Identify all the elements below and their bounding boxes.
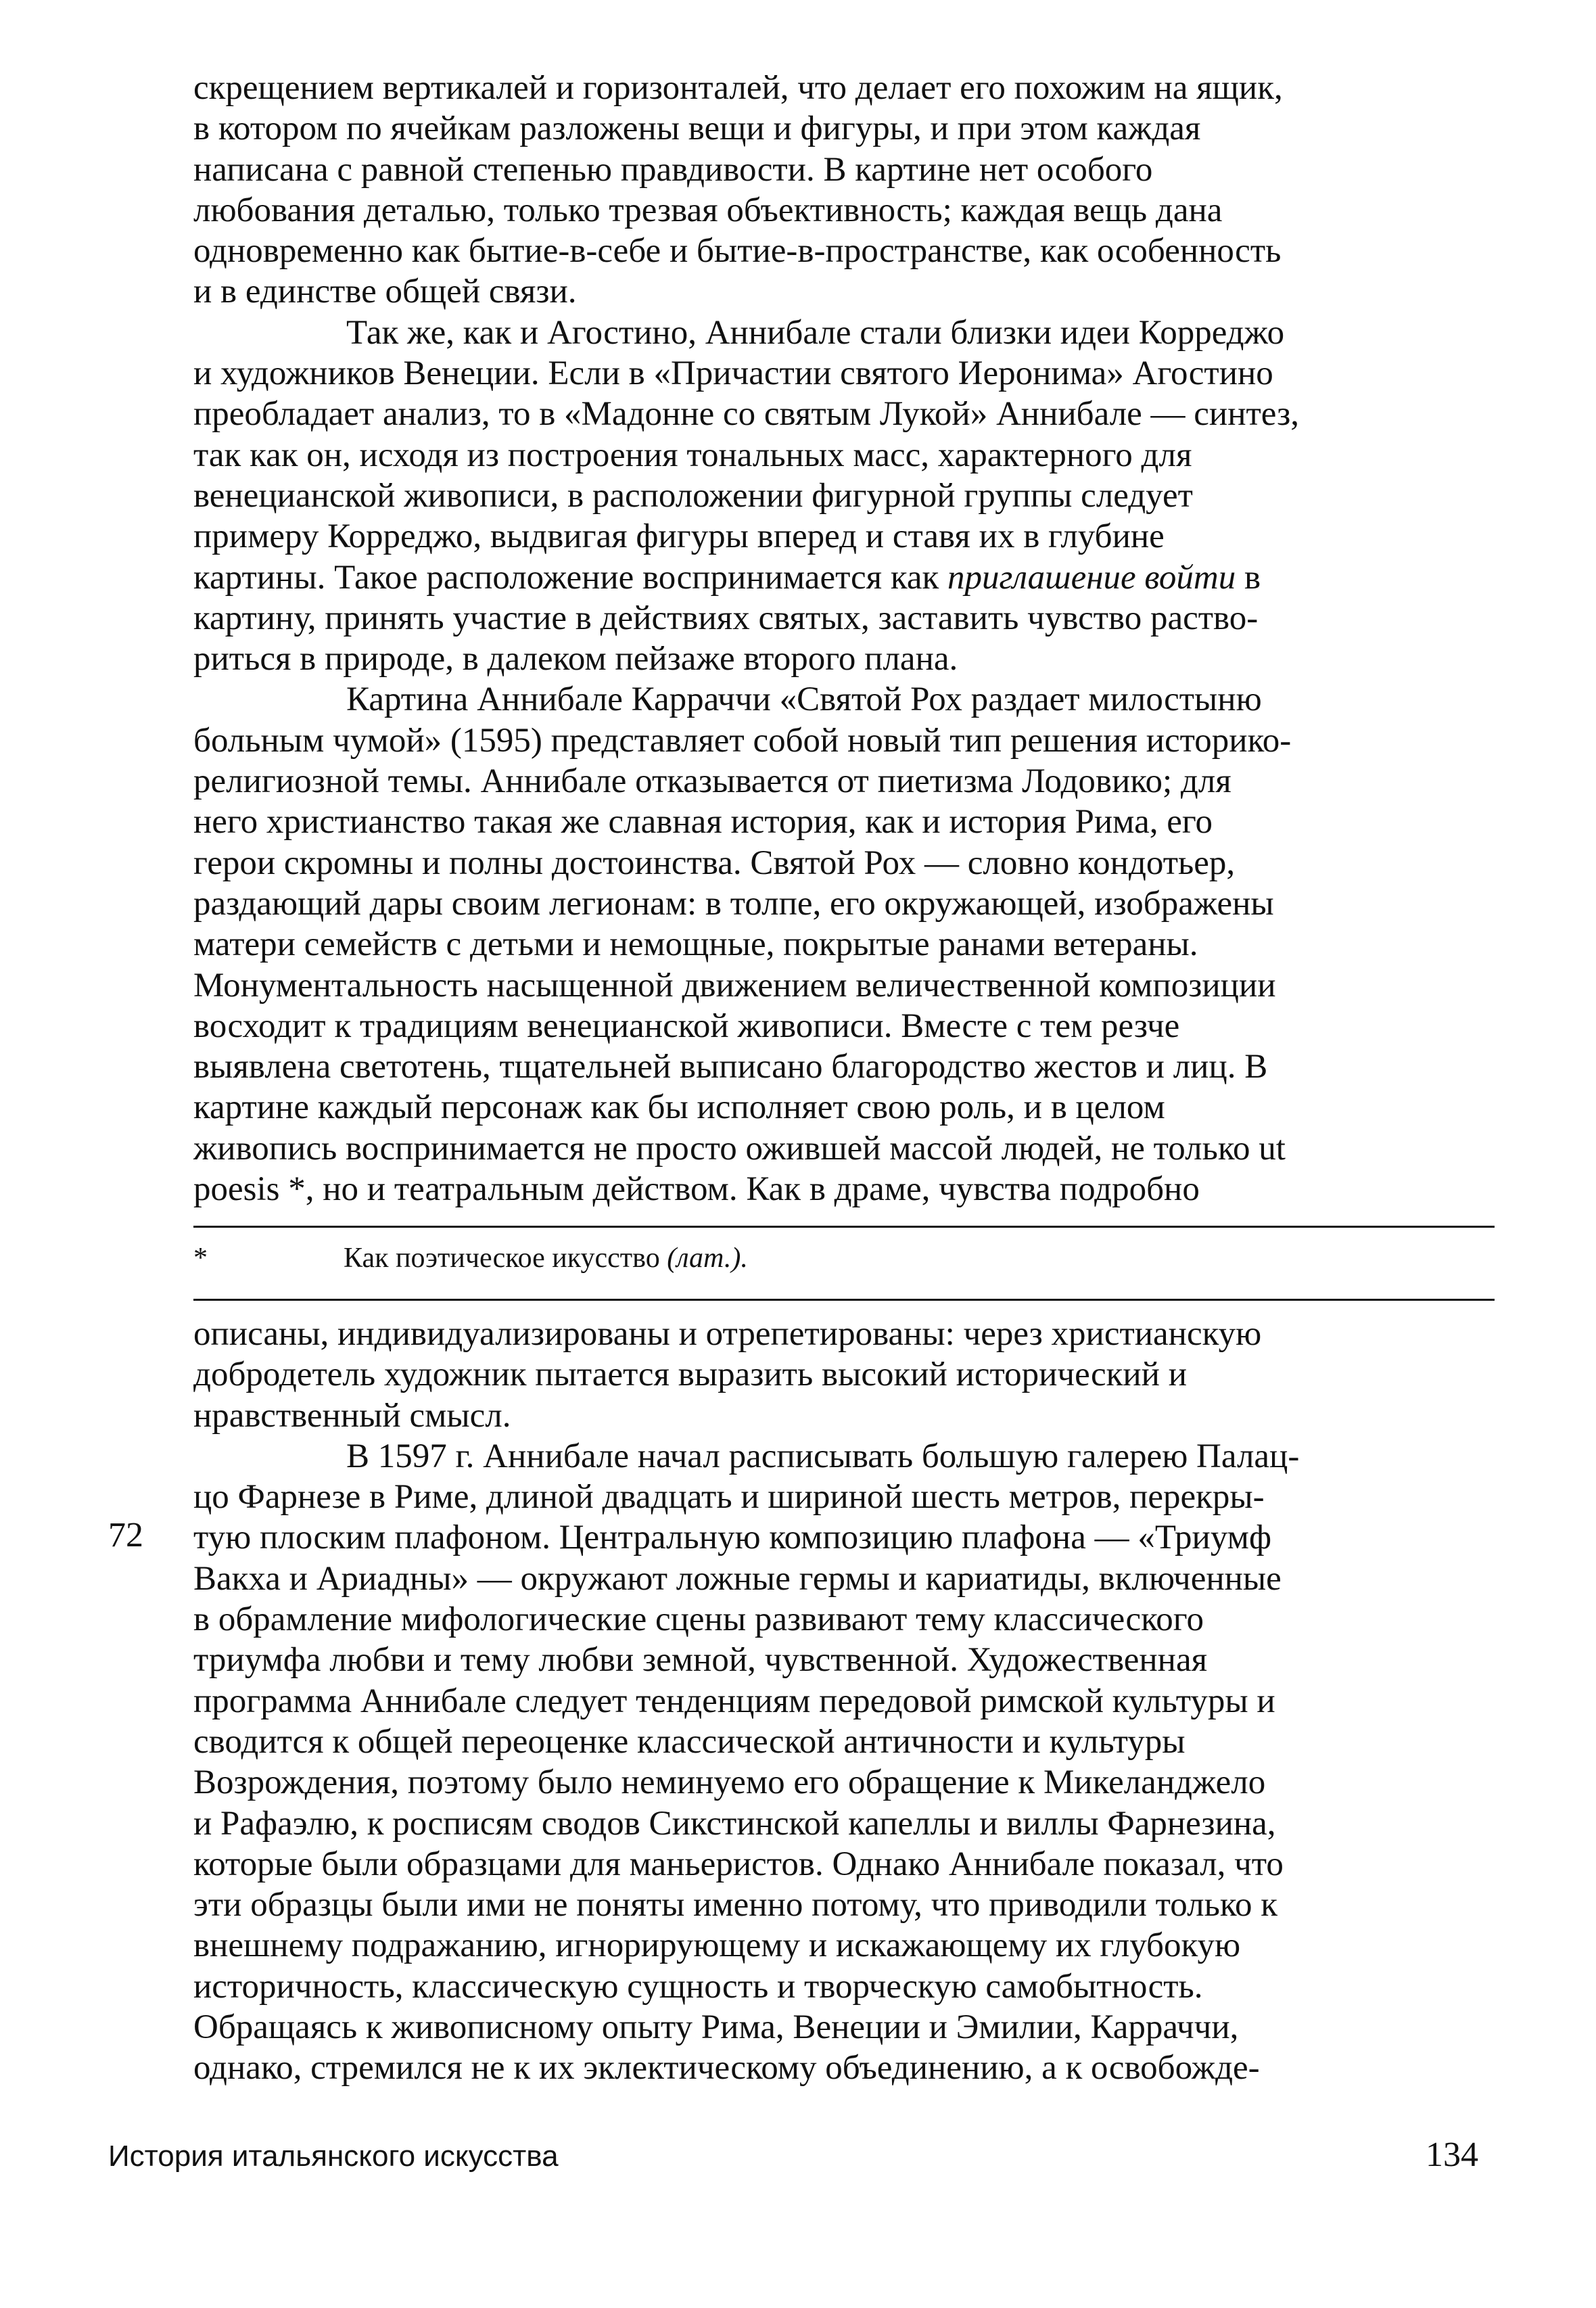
text-line: и художников Венеции. Если в «Причастии святого Иеронима» Агостино — [193, 354, 1273, 393]
footnote-body: Как поэтическое икусство — [344, 1243, 660, 1274]
text-line: примеру Корреджо, выдвигая фигуры вперед и ставя их в глубине — [193, 517, 1165, 556]
footnote-separator-bottom — [193, 1299, 1495, 1301]
text-line: цо Фарнезе в Риме, длиной двадцать и шириной шесть метров, перекры- — [193, 1478, 1265, 1517]
text-line: больным чумой» (1595) представляет собой новый тип решения историко- — [193, 721, 1292, 760]
text-line: и в единстве общей связи. — [193, 273, 577, 311]
text-line: программа Аннибале следует тенденциям передовой римской культуры и — [193, 1682, 1275, 1720]
italic-phrase: приглашение войти — [947, 558, 1236, 597]
text-line: однако, стремился не к их эклектическому объединению, а к освобожде- — [193, 2049, 1260, 2087]
text-line: него христианство такая же славная история, как и история Рима, его — [193, 803, 1213, 841]
text-line: описаны, индивидуализированы и отрепетированы: через христианскую — [193, 1315, 1262, 1353]
text-line: венецианской живописи, в расположении фигурной группы следует — [193, 476, 1193, 515]
text-line: Монументальность насыщенной движением величественной композиции — [193, 966, 1276, 1005]
text-line: матери семейств с детьми и немощные, покрытые ранами ветераны. — [193, 925, 1198, 964]
text-line: и Рафаэлю, к росписям сводов Сикстинской капеллы и виллы Фарнезина, — [193, 1804, 1276, 1843]
text-line: религиозной темы. Аннибале отказывается от пиетизма Лодовико; для — [193, 762, 1231, 801]
footnote-separator-top — [193, 1226, 1495, 1228]
text-line: в котором по ячейкам разложены вещи и фигуры, и при этом каждая — [193, 110, 1201, 148]
text-line: Вакха и Ариадны» — окружают ложные гермы и кариатиды, включенные — [193, 1559, 1282, 1598]
text-line: В 1597 г. Аннибале начал расписывать большую галерею Палац- — [346, 1437, 1300, 1475]
text-line: эти образцы были ими не поняты именно потому, что приводили только к — [193, 1886, 1278, 1924]
main-text-block-1 — [193, 68, 1495, 1209]
text-line: которые были образцами для маньеристов. Однако Аннибале показал, что — [193, 1845, 1284, 1883]
text-line: внешнему подражанию, игнорирующему и искажающему их глубокую — [193, 1926, 1241, 1965]
footnote-lang: (лат.). — [667, 1243, 748, 1274]
text-line: Возрождения, поэтому было неминуемо его обращение к Микеланджело — [193, 1763, 1266, 1802]
text-line: историчность, классическую сущность и творческую самобытность. — [193, 1967, 1203, 2006]
page-number: 134 — [1426, 2136, 1478, 2174]
text-line: добродетель художник пытается выразить высокий исторический и — [193, 1356, 1188, 1394]
text-line: одновременно как бытие-в-себе и бытие-в-пространстве, как особенность — [193, 232, 1282, 271]
footnote-mark: * — [193, 1243, 208, 1274]
text-line: герои скромны и полны достоинства. Святой Рох — словно кондотьер, — [193, 844, 1236, 882]
text-line: Так же, как и Агостино, Аннибале стали близки идеи Корреджо — [346, 313, 1285, 352]
text-line: триумфа любви и тему любви земной, чувственной. Художественная — [193, 1641, 1208, 1680]
footnote-text — [344, 1239, 748, 1277]
text-line: написана с равной степенью правдивости. В картине нет особого — [193, 150, 1153, 189]
text-line: сводится к общей переоценке классической античности и культуры — [193, 1722, 1186, 1761]
text-line: poesis *, но и театральным действом. Как в драме, чувства подробно — [193, 1170, 1200, 1209]
text-line: Обращаясь к живописному опыту Рима, Венеции и Эмилии, Карраччи, — [193, 2008, 1239, 2047]
margin-page-number: 72 — [108, 1516, 143, 1554]
text-line: живопись воспринимается не просто ожившей массой людей, не только ut — [193, 1129, 1286, 1168]
text-line: картину, принять участие в действиях святых, заставить чувство раство- — [193, 599, 1259, 637]
text-line: так как он, исходя из построения тональных масс, характерного для — [193, 436, 1192, 474]
text-line: тую плоским плафоном. Центральную композицию плафона — «Триумф — [193, 1519, 1271, 1557]
text-segment: картины. Такое расположение воспринимается как — [193, 558, 939, 597]
running-title: История итальянского искусства — [108, 2140, 559, 2173]
text-line: нравственный смысл. — [193, 1396, 511, 1435]
text-segment: в — [1244, 558, 1261, 597]
text-line: Картина Аннибале Карраччи «Святой Рох раздает милостыню — [346, 680, 1262, 719]
main-text-block-2 — [193, 1314, 1495, 2089]
text-line: скрещением вертикалей и горизонталей, что делает его похожим на ящик, — [193, 69, 1283, 107]
text-line: выявлена светотень, тщательней выписано благородство жестов и лиц. В — [193, 1048, 1268, 1086]
text-line: преобладает анализ, то в «Мадонне со святым Лукой» Аннибале — синтез, — [193, 395, 1299, 434]
text-line: в обрамление мифологические сцены развивают тему классического — [193, 1600, 1204, 1639]
text-line: раздающий дары своим легионам: в толпе, его окружающей, изображены — [193, 884, 1274, 923]
text-line: восходит к традициям венецианской живописи. Вместе с тем резче — [193, 1007, 1180, 1045]
text-line: риться в природе, в далеком пейзаже второго плана. — [193, 640, 958, 678]
text-line — [193, 557, 1495, 598]
text-line: картине каждый персонаж как бы исполняет свою роль, и в целом — [193, 1088, 1165, 1127]
text-line: любования деталью, только трезвая объективность; каждая вещь дана — [193, 191, 1223, 229]
